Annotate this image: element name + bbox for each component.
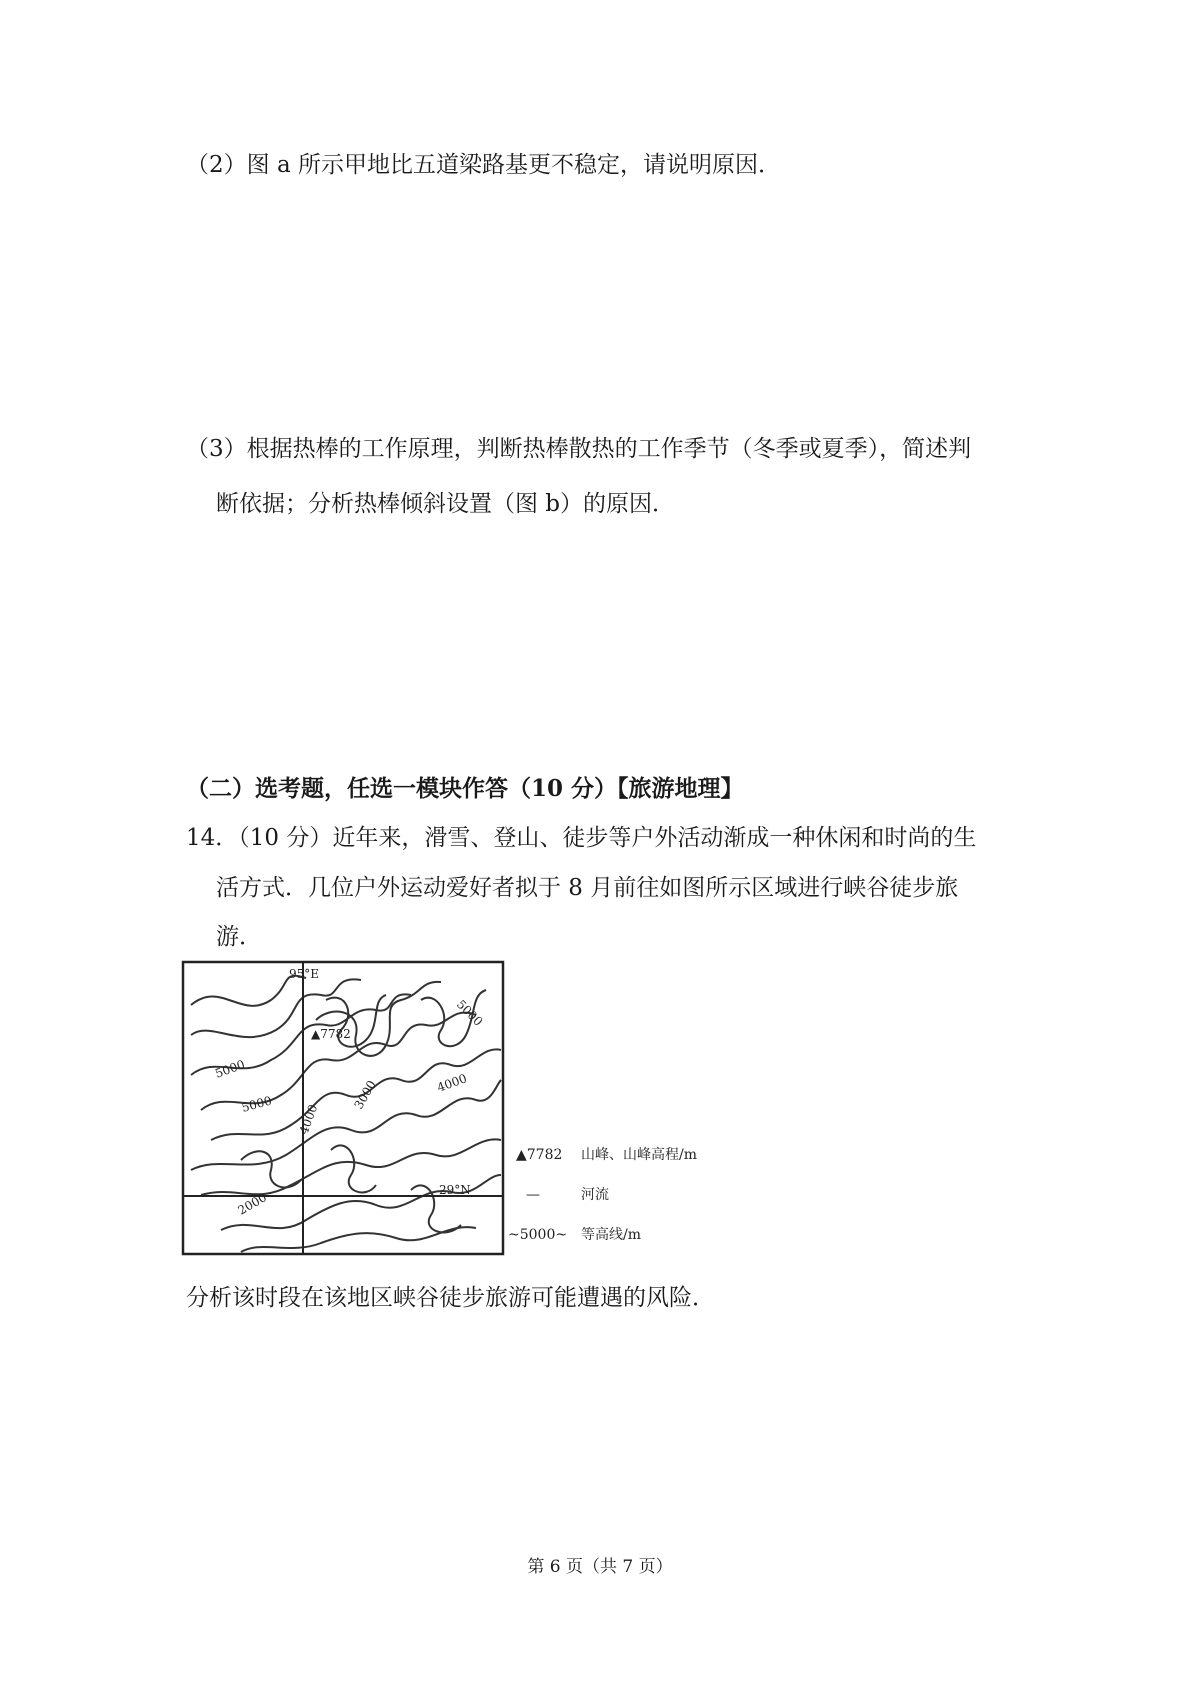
page-footer: 第 6 页（共 7 页） <box>527 1557 673 1577</box>
question-2-text: （2）图 a 所示甲地比五道梁路基更不稳定，请说明原因． <box>186 152 781 178</box>
contour-label: 4000 <box>296 1102 321 1137</box>
contour-label: 4000 <box>435 1071 469 1095</box>
section-title: （二）选考题，任选一模块作答（10 分）【旅游地理】 <box>186 775 744 802</box>
legend-symbol-peak: ▲7782 <box>516 1147 563 1163</box>
legend-text-river: 河流 <box>581 1187 609 1203</box>
question-14-line-2: 活方式．几位户外运动爱好者拟于 8 月前往如图所示区域进行峡谷徒步旅 <box>216 875 959 901</box>
legend-symbol-contour: ~5000~ <box>508 1227 568 1243</box>
map-legend <box>508 1146 697 1243</box>
question-14-prompt: 分析该时段在该地区峡谷徒步旅游可能遭遇的风险． <box>186 1285 715 1311</box>
contour-label: 5000 <box>213 1057 247 1081</box>
contour-label: 3000 <box>351 1078 379 1112</box>
contour-map <box>181 960 731 1260</box>
latitude-label: 29°N <box>439 1183 471 1197</box>
legend-text-peak: 山峰、山峰高程/m <box>581 1147 697 1163</box>
contour-label: 5000 <box>240 1093 274 1115</box>
contour-map-figure <box>181 960 731 1260</box>
peak-label: ▲7782 <box>311 1027 351 1041</box>
legend-text-contour: 等高线/m <box>581 1227 641 1243</box>
question-3-line-1: （3）根据热棒的工作原理，判断热棒散热的工作季节（冬季或夏季），简述判 <box>186 436 972 462</box>
contour-label: 2000 <box>235 1190 269 1218</box>
question-3-line-2: 断依据；分析热棒倾斜设置（图 b）的原因． <box>216 491 676 517</box>
contour-label: 5000 <box>453 997 486 1029</box>
legend-symbol-river: — <box>526 1187 540 1203</box>
question-14-line-1: 14．（10 分）近年来，滑雪、登山、徒步等户外活动渐成一种休闲和时尚的生 <box>186 825 977 851</box>
question-14-line-3: 游． <box>216 924 262 950</box>
longitude-label: 95°E <box>289 967 320 981</box>
